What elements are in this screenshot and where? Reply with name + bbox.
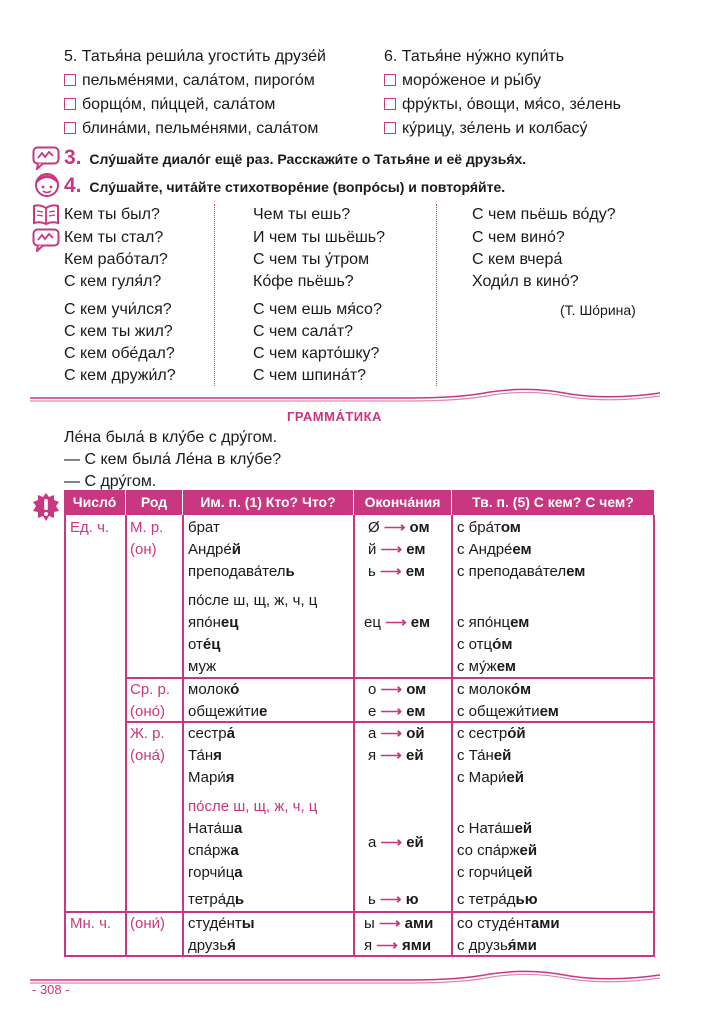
poem-line: С чем карто́шку? [253,345,380,362]
exercise6-prompt: 6. Татья́не ну́жно купи́ть [384,48,565,65]
poem-line: И чем ты шьёшь? [253,229,386,246]
poem-line: С кем учи́лся? [64,301,172,318]
arrow-icon: ⟶ [380,541,403,558]
exercise5-prompt: 5. Татья́на реши́ла угости́ть друзе́й [64,48,326,65]
nominative-word: сестра́ [188,725,235,742]
task4 [64,174,505,198]
fem-note: по́сле ш, щ, ж, ч, ц [188,798,318,815]
number-singular: Ед. ч. [70,519,110,536]
grammar-line: — С кем была́ Ле́на в клу́бе? [64,451,282,468]
gender-fem-pronoun: (она́) [130,747,165,764]
ending-change: е ⟶ ем [368,703,426,720]
ending-change: а ⟶ ой [368,725,425,742]
nominative-word: молоко́ [188,681,240,698]
poem-line: С чем ешь мя́со? [253,301,382,318]
arrow-icon: ⟶ [383,519,406,536]
nominative-word: спа́ржа [188,842,239,859]
instrumental-word: с Ната́шей [457,820,533,837]
arrow-icon: ⟶ [380,834,403,851]
nominative-word: Ната́ша [188,820,243,837]
ending-change: ец ⟶ ем [364,614,431,631]
page-number: - 308 - [32,982,70,997]
exclamation-icon [32,492,60,527]
ending-change: ь ⟶ ю [368,891,419,908]
exercise6-option-1[interactable]: моро́женое и ры́бу [384,72,541,90]
nominative-word: преподава́тель [188,563,295,580]
gender-masc: М. р. [130,519,164,536]
instrumental-word: с бра́том [457,519,521,536]
ending-change: й ⟶ ем [368,541,426,558]
ending-change: ы ⟶ ами [364,915,434,932]
instrumental-word: с друзья́ми [457,937,537,954]
instrumental-word: со спа́ржей [457,842,538,859]
instrumental-word: с Андре́ем [457,541,532,558]
header-endings: Оконча́ния [354,490,451,515]
poem-divider [436,204,437,386]
decorative-wave [30,966,660,988]
header-gender: Род [126,490,182,515]
nominative-word: муж [188,658,217,675]
instrumental-word: с сестро́й [457,725,526,742]
nominative-word: горчи́ца [188,864,243,881]
poem-line: Кем ты был? [64,206,160,223]
checkbox[interactable] [384,122,396,134]
arrow-icon: ⟶ [385,614,407,631]
instrumental-word: с общежи́тием [457,703,559,720]
instrumental-word: с Та́ней [457,747,512,764]
nominative-word: друзья́ [188,937,236,954]
ending-change: Ø ⟶ ом [368,519,430,536]
ending-change: я ⟶ ей [368,747,424,764]
header-number: Число́ [64,490,125,515]
poem-line: С чем ты у́тром [253,251,370,268]
arrow-icon: ⟶ [380,681,403,698]
nominative-word: япо́нец [188,614,239,631]
instrumental-word: с отцо́м [457,636,513,653]
poem-line: С чем пьёшь во́ду? [472,206,616,223]
ending-change: я ⟶ ями [364,937,432,954]
instrumental-word: с Мари́ей [457,769,524,786]
poem-line: Ко́фе пьёшь? [253,273,354,290]
gender-masc-pronoun: (он) [130,541,157,558]
nominative-word: общежи́тие [188,703,268,720]
arrow-icon: ⟶ [380,747,402,764]
arrow-icon: ⟶ [376,937,398,954]
instrumental-word: с молоко́м [457,681,532,698]
table-border [653,515,655,956]
poem-line: С кем дружи́л? [64,367,176,384]
number-plural: Мн. ч. [70,915,112,932]
poem-line: С чем шпина́т? [253,367,367,384]
checkbox[interactable] [384,74,396,86]
table-border [64,515,66,956]
nominative-word: Андре́й [188,541,241,558]
exercise6-option-3[interactable]: ку́рицу, зе́лень и колбасу́ [384,120,588,138]
arrow-icon: ⟶ [380,703,403,720]
ending-change: а ⟶ ей [368,834,424,851]
instrumental-word: с му́жем [457,658,516,675]
gender-fem: Ж. р. [130,725,165,742]
poem-line: Чем ты ешь? [253,206,351,223]
poem-line: С чем сала́т? [253,323,354,340]
nominative-word: тетра́дь [188,891,245,908]
gender-plural-pronoun: (они́) [130,915,165,932]
checkbox[interactable] [64,74,76,86]
chat-icon [32,146,60,175]
nominative-word: оте́ц [188,636,221,653]
poem-line: Кем ты стал? [64,229,164,246]
instrumental-word: с япо́нцем [457,614,530,631]
exercise5-option-2[interactable]: борщо́м, пи́ццей, сала́том [64,96,275,114]
arrow-icon: ⟶ [380,725,403,742]
chat-icon [32,228,60,257]
masc-note: по́сле ш, щ, ж, ч, ц [188,592,318,609]
checkbox[interactable] [64,122,76,134]
ending-change: ь ⟶ ем [368,563,425,580]
arrow-icon: ⟶ [378,915,401,932]
task3-text: Слу́шайте диало́г ещё раз. Расскажи́те о Татья́не и её друзья́х. [89,151,527,167]
instrumental-word: с тетра́дью [457,891,538,908]
poem-line: С чем вино́? [472,229,565,246]
exercise6-option-2[interactable]: фру́кты, о́вощи, мя́со, зе́лень [384,96,621,114]
nominative-word: Мари́я [188,769,235,786]
gender-neut: Ср. р. [130,681,171,698]
table-border [353,515,355,956]
table-border [125,515,127,956]
poem-author: (Т. Шо́рина) [560,302,636,318]
exercise5-option-3[interactable]: блина́ми, пельме́нями, сала́том [64,120,318,138]
arrow-icon: ⟶ [380,563,402,580]
exercise5-option-1[interactable]: пельме́нями, сала́том, пирого́м [64,72,315,90]
head-icon [34,172,60,205]
task4-number: 4. [64,174,82,197]
grammar-title: ГРАММА́ТИКА [287,409,382,424]
task3 [64,146,526,170]
instrumental-word: с преподава́телем [457,563,586,580]
grammar-line: — С дру́гом. [64,473,157,490]
poem-line: Кем рабо́тал? [64,251,168,268]
book-icon [32,204,60,231]
poem-line: С кем ты жил? [64,323,173,340]
instrumental-word: с горчи́цей [457,864,533,881]
table-border [451,515,453,956]
nominative-word: студе́нты [188,915,255,932]
nominative-word: Та́ня [188,747,222,764]
poem-line: Ходи́л в кино́? [472,273,579,290]
gender-neut-pronoun: (оно́) [130,703,165,720]
poem-divider [214,204,215,386]
header-nominative: Им. п. (1) Кто? Что? [183,490,353,515]
checkbox[interactable] [384,98,396,110]
decorative-wave [30,384,660,406]
instrumental-word: со студе́нтами [457,915,560,932]
nominative-word: брат [188,519,220,536]
table-border [64,955,655,957]
header-instrumental: Тв. п. (5) С кем? С чем? [452,490,654,515]
task4-text: Слу́шайте, чита́йте стихотворе́ние (вопро́сы) и повторя́йте. [89,179,506,195]
checkbox[interactable] [64,98,76,110]
table-border [182,515,184,956]
poem-line: С кем вчера́ [472,251,563,268]
arrow-icon: ⟶ [380,891,402,908]
grammar-line: Ле́на была́ в клу́бе с дру́гом. [64,429,278,446]
poem-line: С кем обе́дал? [64,345,175,362]
poem-line: С кем гуля́л? [64,273,162,290]
ending-change: о ⟶ ом [368,681,427,698]
task3-number: 3. [64,146,82,169]
